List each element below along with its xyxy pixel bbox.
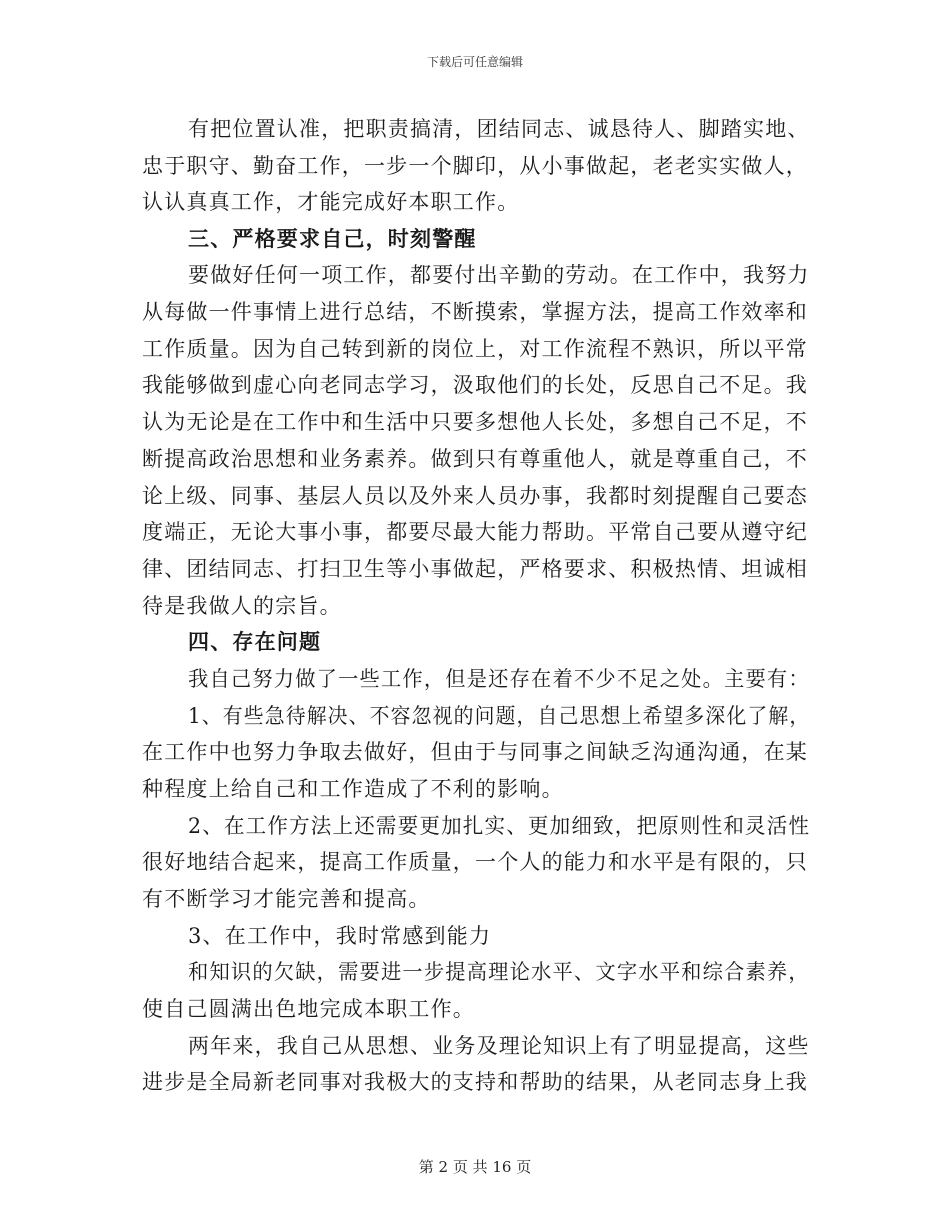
body-line: 我能够做到虚心向老同志学习，汲取他们的长处，反思自己不足。我 xyxy=(142,373,808,397)
body-line: 认为无论是在工作中和生活中只要多想他人长处，多想自己不足，不 xyxy=(142,410,808,434)
body-line: 有把位置认准，把职责搞清，团结同志、诚恳待人、脚踏实地、 xyxy=(188,117,810,141)
body-line: 论上级、同事、基层人员以及外来人员办事，我都时刻提醒自己要态 xyxy=(142,484,808,508)
body-line: 2、在工作方法上还需要更加扎实、更加细致，把原则性和灵活性 xyxy=(188,814,811,838)
body-line: 3、在工作中，我时常感到能力 xyxy=(188,924,492,948)
body-line: 很好地结合起来，提高工作质量，一个人的能力和水平是有限的，只 xyxy=(142,850,808,874)
page-header: 下载后可任意编辑 xyxy=(426,55,523,69)
section-heading: 四、存在问题 xyxy=(188,629,322,654)
body-line: 要做好任何一项工作，都要付出辛勤的劳动。在工作中，我努力 xyxy=(188,263,810,287)
body-line: 两年来，我自己从思想、业务及理论知识上有了明显提高，这些 xyxy=(188,1034,810,1058)
body-line: 种程度上给自己和工作造成了不利的影响。 xyxy=(142,777,564,801)
section-heading: 三、严格要求自己，时刻警醒 xyxy=(188,226,477,251)
body-line: 度端正，无论大事小事，都要尽最大能力帮助。平常自己要从遵守纪 xyxy=(142,520,808,544)
body-line: 1、有些急待解决、不容忽视的问题，自己思想上希望多深化了解， xyxy=(188,704,811,728)
body-line: 从每做一件事情上进行总结，不断摸索，掌握方法，提高工作效率和 xyxy=(142,300,808,324)
body-line: 忠于职守、勤奋工作，一步一个脚印，从小事做起，老老实实做人， xyxy=(142,154,808,178)
body-line: 有不断学习才能完善和提高。 xyxy=(142,887,431,911)
body-line: 认认真真工作，才能完成好本职工作。 xyxy=(142,190,520,214)
body-line: 我自己努力做了一些工作，但是还存在着不少不足之处。主要有： xyxy=(188,667,810,691)
body-line: 使自己圆满出色地完成本职工作。 xyxy=(142,997,475,1021)
body-line: 待是我做人的宗旨。 xyxy=(142,594,342,618)
body-line: 工作质量。因为自己转到新的岗位上，对工作流程不熟识，所以平常 xyxy=(142,337,808,361)
page-footer: 第 2 页 共 16 页 xyxy=(418,1158,532,1176)
body-line: 律、团结同志、打扫卫生等小事做起，严格要求、积极热情、坦诚相 xyxy=(142,557,808,581)
body-line: 进步是全局新老同事对我极大的支持和帮助的结果，从老同志身上我 xyxy=(142,1070,808,1094)
body-line: 断提高政治思想和业务素养。做到只有尊重他人，就是尊重自己，不 xyxy=(142,447,808,471)
body-line: 在工作中也努力争取去做好，但由于与同事之间缺乏沟通沟通，在某 xyxy=(142,740,808,764)
body-line: 和知识的欠缺，需要进一步提高理论水平、文字水平和综合素养， xyxy=(188,960,810,984)
